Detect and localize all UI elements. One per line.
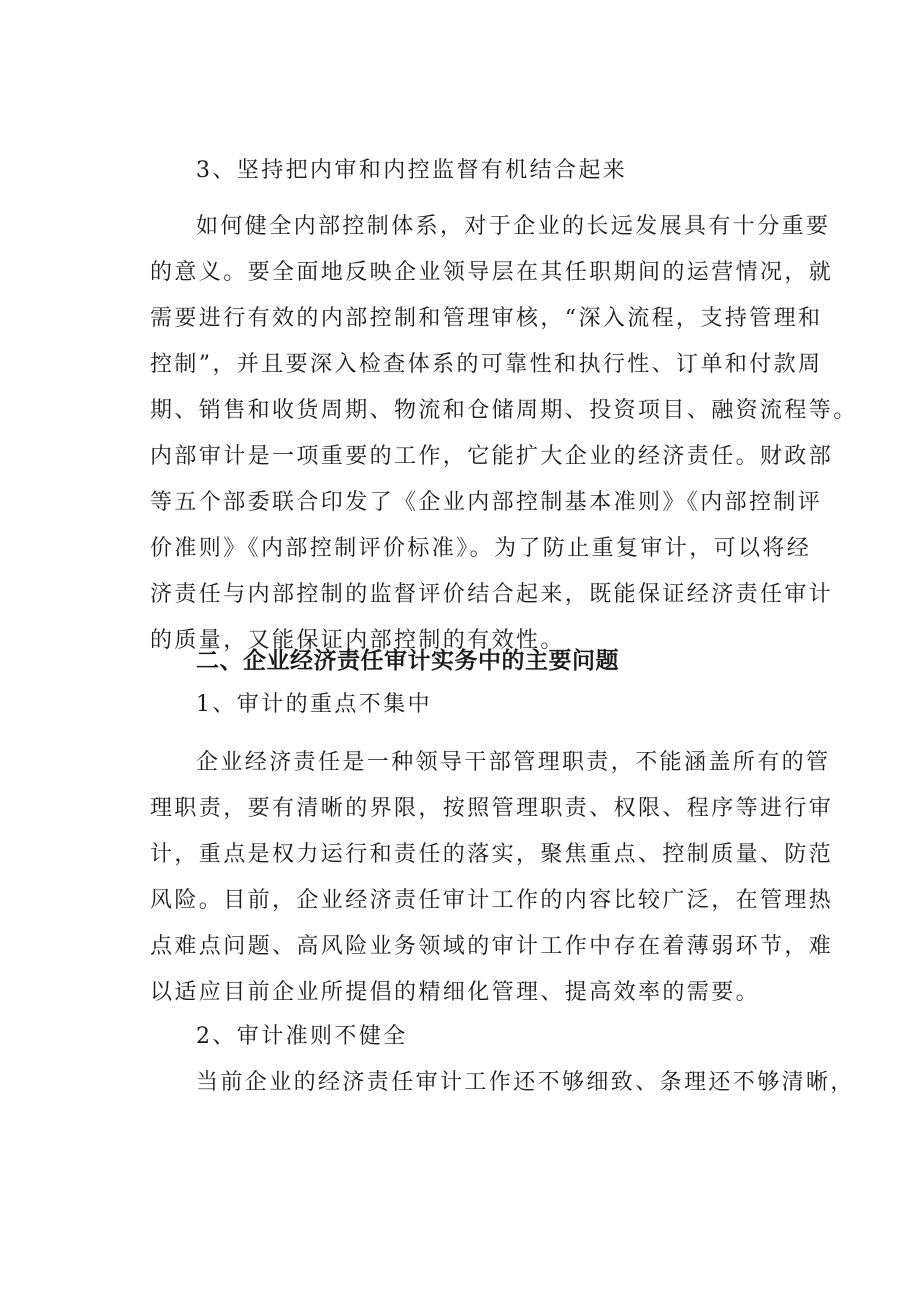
paragraph-line: 计，重点是权力运行和责任的落实，聚焦重点、控制质量、防范 [150, 842, 834, 867]
subsection-1-title: 1、审计的重点不集中 [196, 692, 432, 717]
paragraph-line: 期、销售和收货周期、物流和仓储周期、投资项目、融资流程等。 [150, 398, 858, 423]
paragraph-line: 理职责，要有清晰的界限，按照管理职责、权限、程序等进行审 [150, 796, 834, 821]
paragraph-line: 企业经济责任是一种领导干部管理职责，不能涵盖所有的管 [196, 750, 831, 775]
paragraph-line: 如何健全内部控制体系，对于企业的长远发展具有十分重要 [196, 214, 831, 239]
chapter-2-heading: 二、企业经济责任审计实务中的主要问题 [196, 648, 619, 674]
paragraph-line: 价准则》《内部控制评价标准》。为了防止重复审计，可以将经 [150, 536, 812, 561]
paragraph-line: 内部审计是一项重要的工作，它能扩大企业的经济责任。财政部 [150, 444, 834, 469]
paragraph-line: 以适应目前企业所提倡的精细化管理、提高效率的需要。 [150, 980, 761, 1005]
paragraph-line: 济责任与内部控制的监督评价结合起来，既能保证经济责任审计 [150, 582, 834, 607]
section-3-title: 3、坚持把内审和内控监督有机结合起来 [196, 158, 628, 183]
paragraph-line: 控制”，并且要深入检查体系的可靠性和执行性、订单和付款周 [150, 352, 823, 377]
paragraph-line: 当前企业的经济责任审计工作还不够细致、条理还不够清晰， [196, 1070, 855, 1095]
paragraph-line: 风险。目前，企业经济责任审计工作的内容比较广泛，在管理热 [150, 888, 834, 913]
subsection-2-title: 2、审计准则不健全 [196, 1024, 408, 1049]
paragraph-line: 点难点问题、高风险业务领域的审计工作中存在着薄弱环节，难 [150, 934, 834, 959]
paragraph-line: 的质量，又能保证内部控制的有效性。 [150, 628, 565, 653]
paragraph-line: 的意义。要全面地反映企业领导层在其任职期间的运营情况，就 [150, 260, 834, 285]
paragraph-line: 需要进行有效的内部控制和管理审核，“深入流程，支持管理和 [150, 306, 823, 331]
paragraph-line: 等五个部委联合印发了《企业内部控制基本准则》《内部控制评 [150, 490, 823, 515]
